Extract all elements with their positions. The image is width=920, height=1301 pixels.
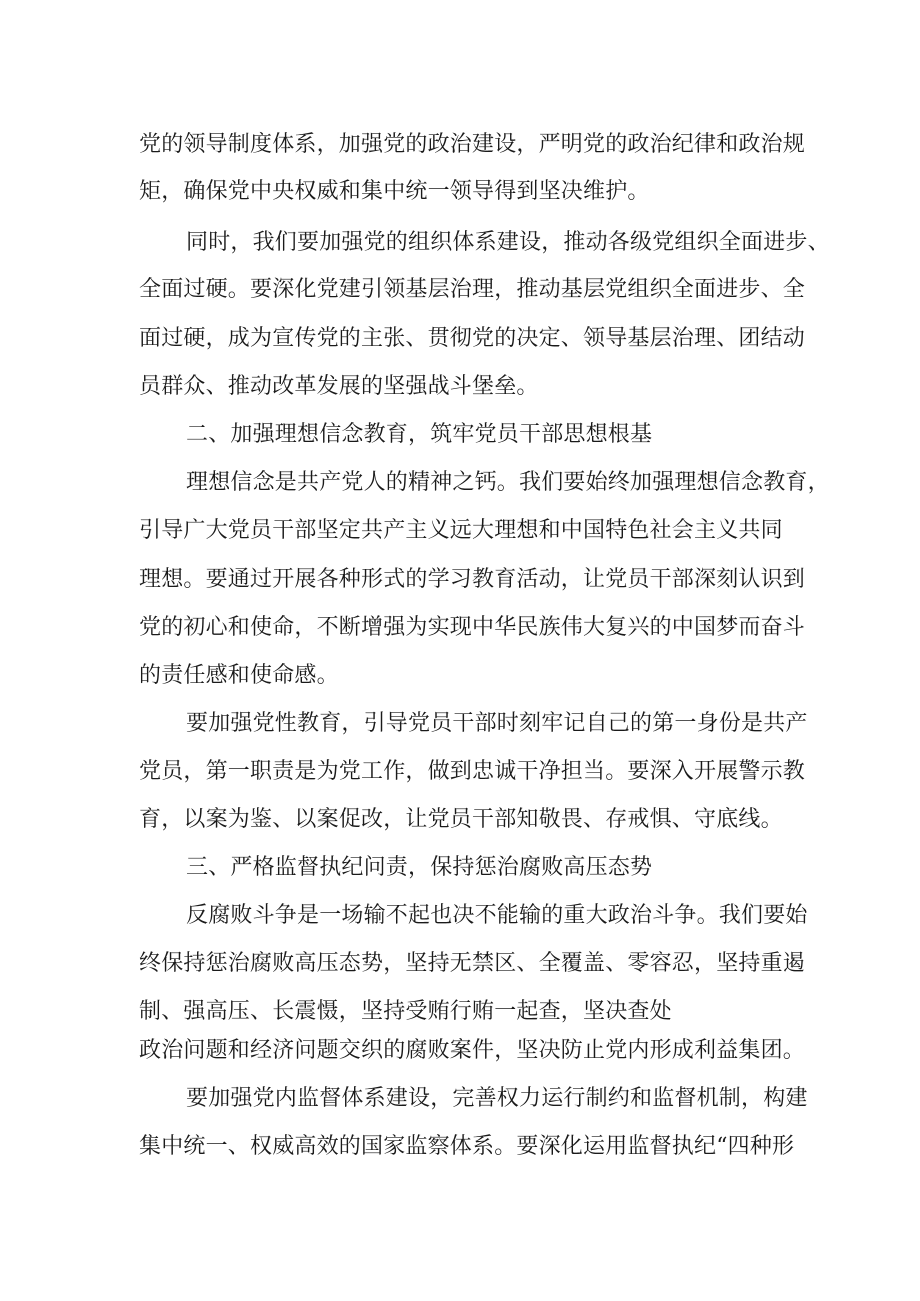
paragraph-line: 员群众、推动改革发展的坚强战斗堡垒。: [139, 374, 539, 399]
paragraph-line: 理想。要通过开展各种形式的学习教育活动，让党员干部深刻认识到: [139, 567, 806, 592]
paragraph-line: 要加强党内监督体系建设，完善权力运行制约和监督机制，构建: [186, 1086, 808, 1111]
paragraph-line: 同时，我们要加强党的组织体系建设，推动各级党组织全面进步、: [186, 230, 830, 255]
paragraph-line: 育，以案为鉴、以案促改，让党员干部知敬畏、存戒惧、守底线。: [139, 807, 783, 832]
paragraph-line: 党员，第一职责是为党工作，做到忠诚干净担当。要深入开展警示教: [139, 759, 806, 784]
paragraph-line: 党的初心和使命，不断增强为实现中华民族伟大复兴的中国梦而奋斗: [139, 615, 806, 640]
paragraph-line: 终保持惩治腐败高压态势，坚持无禁区、全覆盖、零容忍，坚持重遏: [139, 951, 806, 976]
paragraph-line: 政治问题和经济问题交织的腐败案件，坚决防止党内形成利益集团。: [139, 1038, 806, 1063]
paragraph-line: 引导广大党员干部坚定共产主义远大理想和中国特色社会主义共同: [139, 518, 783, 543]
paragraph-line: 反腐败斗争是一场输不起也决不能输的重大政治斗争。我们要始: [186, 903, 808, 928]
paragraph-line: 的责任感和使命感。: [139, 663, 339, 688]
paragraph-line: 集中统一、权威高效的国家监察体系。要深化运用监督执纪“四种形: [139, 1134, 795, 1159]
section-heading: 三、严格监督执纪问责，保持惩治腐败高压态势: [186, 855, 653, 880]
paragraph-line: 制、强高压、长震慑，坚持受贿行贿一起查，坚决查处: [139, 999, 672, 1024]
paragraph-line: 面过硬，成为宣传党的主张、贯彻党的决定、领导基层治理、团结动: [139, 326, 806, 351]
paragraph-line: 理想信念是共产党人的精神之钙。我们要始终加强理想信念教育，: [186, 470, 830, 495]
paragraph-line: 矩，确保党中央权威和集中统一领导得到坚决维护。: [139, 179, 650, 204]
paragraph-line: 党的领导制度体系，加强党的政治建设，严明党的政治纪律和政治规: [139, 132, 806, 157]
section-heading: 二、加强理想信念教育，筑牢党员干部思想根基: [186, 422, 653, 447]
paragraph-line: 要加强党性教育，引导党员干部时刻牢记自己的第一身份是共产: [186, 711, 808, 736]
paragraph-line: 全面过硬。要深化党建引领基层治理，推动基层党组织全面进步、全: [139, 277, 806, 302]
